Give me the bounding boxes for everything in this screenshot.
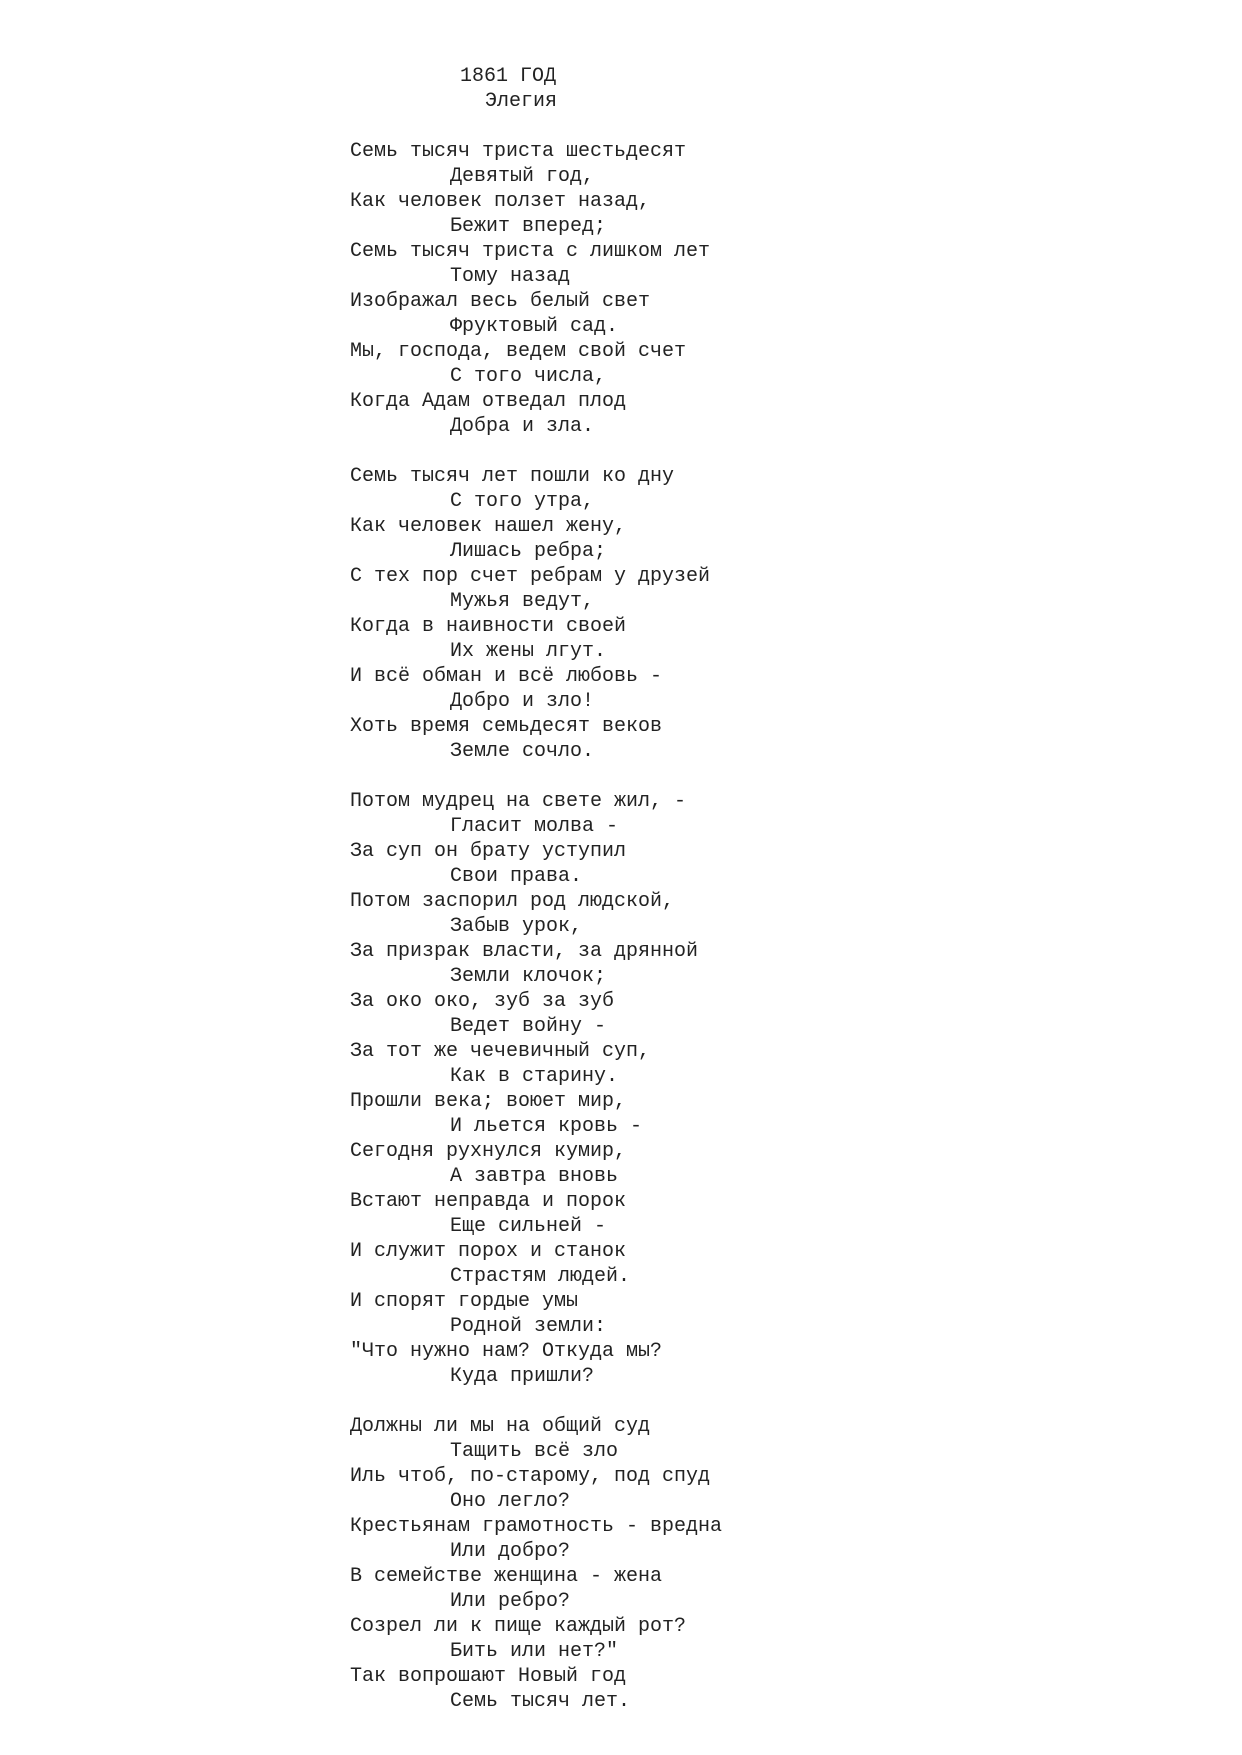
poem-line: Семь тысяч триста с лишком лет xyxy=(350,240,711,263)
poem-line: Встают неправда и порок xyxy=(350,1190,627,1213)
poem-line: Иль чтоб, по-старому, под спуд xyxy=(350,1465,711,1488)
poem-line: Бить или нет?" xyxy=(450,1640,619,1663)
stanza xyxy=(350,789,722,1389)
poem-line: Как в старину. xyxy=(450,1065,619,1088)
poem-line: С тех пор счет ребрам у друзей xyxy=(350,565,711,588)
poem-line: С того утра, xyxy=(450,490,595,513)
poem-line: Крестьянам грамотность - вредна xyxy=(350,1515,723,1538)
poem-line: Их жены лгут. xyxy=(450,640,607,663)
poem-line: И спорят гордые умы xyxy=(350,1290,579,1313)
poem-line: Созрел ли к пище каждый рот? xyxy=(350,1615,687,1638)
poem-line: Добро и зло! xyxy=(450,690,595,713)
poem-line: Страстям людей. xyxy=(450,1265,631,1288)
poem-line: Хоть время семьдесят веков xyxy=(350,715,663,738)
stanza xyxy=(350,1414,722,1714)
poem-line: Когда Адам отведал плод xyxy=(350,390,627,413)
poem-line: С того числа, xyxy=(450,365,607,388)
poem-line: "Что нужно нам? Откуда мы? xyxy=(350,1340,663,1363)
poem-line: Или ребро? xyxy=(450,1590,571,1613)
poem-line: Или добро? xyxy=(450,1540,571,1563)
poem-line: Семь тысяч лет. xyxy=(450,1690,631,1713)
poem-line: Семь тысяч лет пошли ко дну xyxy=(350,465,675,488)
poem-line: Семь тысяч триста шестьдесят xyxy=(350,140,687,163)
poem-line: Тому назад xyxy=(450,265,571,288)
poem-line: Гласит молва - xyxy=(450,815,619,838)
poem-line: Свои права. xyxy=(450,865,583,888)
poem-line: Так вопрошают Новый год xyxy=(350,1665,627,1688)
poem-line: Земли клочок; xyxy=(450,965,607,988)
poem-line: Родной земли: xyxy=(450,1315,607,1338)
poem-line: Как человек ползет назад, xyxy=(350,190,651,213)
stanza xyxy=(350,464,722,764)
poem-line: Мы, господа, ведем свой счет xyxy=(350,340,687,363)
poem-line: Фруктовый сад. xyxy=(450,315,619,338)
poem-line: Забыв урок, xyxy=(450,915,583,938)
poem-line: Еще сильней - xyxy=(450,1215,607,1238)
poem-line: А завтра вновь xyxy=(450,1165,619,1188)
poem-line: Когда в наивности своей xyxy=(350,615,627,638)
poem-line: Лишась ребра; xyxy=(450,540,607,563)
poem-line: За призрак власти, за дрянной xyxy=(350,940,699,963)
poem-line: Добра и зла. xyxy=(450,415,595,438)
poem-subtitle: Элегия xyxy=(485,90,558,113)
poem-body xyxy=(350,139,722,1714)
poem-line: Сегодня рухнулся кумир, xyxy=(350,1140,627,1163)
poem-line: И всё обман и всё любовь - xyxy=(350,665,663,688)
poem-line: В семействе женщина - жена xyxy=(350,1565,663,1588)
poem-line: Бежит вперед; xyxy=(450,215,607,238)
stanza xyxy=(350,139,722,439)
poem-line: Как человек нашел жену, xyxy=(350,515,627,538)
poem-line: Оно легло? xyxy=(450,1490,571,1513)
poem-line: Девятый год, xyxy=(450,165,595,188)
poem-title: 1861 ГОД xyxy=(460,65,557,88)
poem-line: Потом заспорил род людской, xyxy=(350,890,675,913)
poem-line: Куда пришли? xyxy=(450,1365,595,1388)
poem-line: Должны ли мы на общий суд xyxy=(350,1415,651,1438)
poem-line: И льется кровь - xyxy=(450,1115,643,1138)
poem-line: Потом мудрец на свете жил, - xyxy=(350,790,687,813)
poem-line: Земле сочло. xyxy=(450,740,595,763)
poem-line: За око око, зуб за зуб xyxy=(350,990,615,1013)
poem-line: За суп он брату уступил xyxy=(350,840,627,863)
poem-line: И служит порох и станок xyxy=(350,1240,627,1263)
poem-line: Тащить всё зло xyxy=(450,1440,619,1463)
poem-line: Изображал весь белый свет xyxy=(350,290,651,313)
poem-line: За тот же чечевичный суп, xyxy=(350,1040,651,1063)
poem-line: Мужья ведут, xyxy=(450,590,595,613)
poem-line: Ведет войну - xyxy=(450,1015,607,1038)
poem-line: Прошли века; воюет мир, xyxy=(350,1090,627,1113)
